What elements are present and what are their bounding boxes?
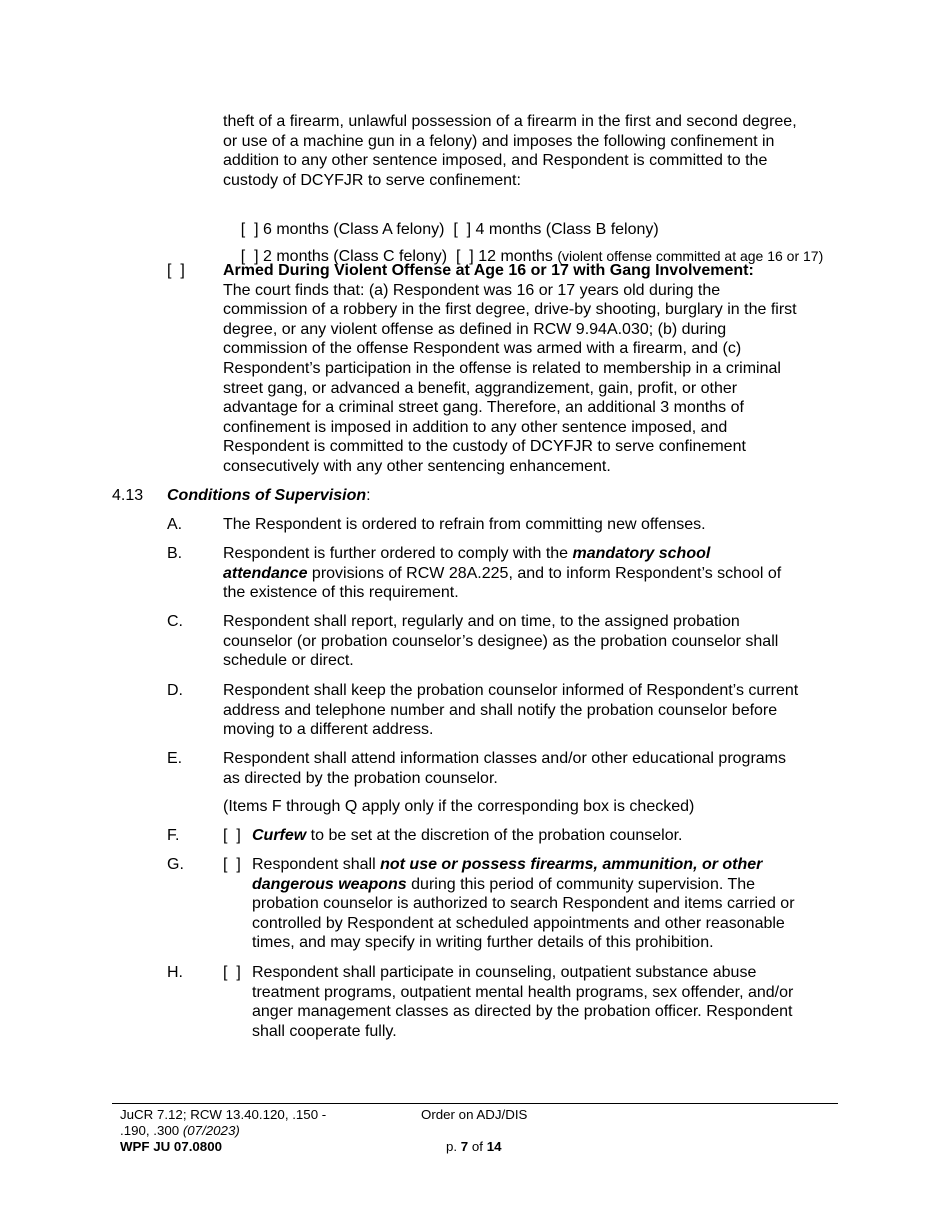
item-a-text: The Respondent is ordered to refrain from committing new offenses. (223, 516, 706, 533)
footer-title: Order on ADJ/DIS (421, 1107, 528, 1122)
item-e-text (223, 749, 843, 788)
paragraph-line: Respondent shall report, regularly and on time, to the assigned probation (223, 613, 740, 630)
footer-citation-line: JuCR 7.12; RCW 13.40.120, .150 - (120, 1107, 327, 1122)
item-b-post: provisions of RCW 28A.225, and to inform Respondent’s school of (307, 564, 782, 582)
footer-form-id: WPF JU 07.0800 (120, 1139, 222, 1154)
gang-section (223, 261, 843, 477)
item-g-checkbox[interactable]: [ ] (223, 856, 241, 873)
paragraph-line: commission of the offense Respondent was armed with a firearm, and (c) (223, 340, 742, 358)
footer-citation-line: .190, .300 (120, 1123, 180, 1138)
paragraph-line: probation counselor is authorized to search Respondent and items carried or (252, 895, 795, 913)
page-prefix: p. (446, 1139, 458, 1154)
firearm-paragraph (223, 112, 843, 190)
paragraph-line: confinement is imposed in addition to any other sentence imposed, and (223, 418, 728, 436)
paragraph-line: advantage for a criminal street gang. Therefore, an additional 3 months of (223, 399, 744, 417)
gang-section-heading: Armed During Violent Offense at Age 16 or 17 with Gang Involvement: (223, 262, 754, 279)
option-class-a-checkbox[interactable]: [ ] 6 months (Class A felony) (240, 220, 445, 238)
item-c-text (223, 612, 843, 671)
gang-section-checkbox[interactable]: [ ] (167, 262, 185, 279)
option-12-months-checkbox[interactable]: [ ] 12 months (455, 247, 553, 265)
option-12-months-note: (violent offense committed at age 16 or 17) (557, 247, 824, 264)
paragraph-line: street gang, or advanced a benefit, aggrandizement, gain, profit, or other (223, 379, 738, 397)
paragraph-line: addition to any other sentence imposed, and Respondent is committed to the (223, 152, 768, 170)
section-number: 4.13 (112, 487, 144, 504)
footer-citation-date: (07/2023) (182, 1123, 240, 1138)
paragraph-line: the existence of this requirement. (223, 584, 459, 602)
item-e-letter: E. (167, 750, 183, 767)
item-g-text (252, 855, 844, 953)
paragraph-line: Respondent’s participation in the offense is related to membership in a criminal (223, 359, 781, 377)
item-g-emphasis-2: dangerous weapons (252, 875, 407, 893)
paragraph-line: times, and may specify in writing further details of this prohibition. (252, 934, 714, 952)
paragraph-line: Respondent is committed to the custody of DCYFJR to serve confinement (223, 438, 746, 456)
item-b-emphasis: mandatory school (572, 545, 711, 562)
item-f-emphasis: Curfew (252, 827, 307, 844)
item-f-checkbox[interactable]: [ ] (223, 827, 241, 844)
item-h-letter: H. (167, 964, 183, 981)
option-class-c-checkbox[interactable]: [ ] 2 months (Class C felony) (240, 247, 448, 265)
section-title (167, 486, 371, 506)
paragraph-line: moving to a different address. (223, 721, 434, 739)
paragraph-line: consecutively with any other sentencing enhancement. (223, 457, 611, 475)
paragraph-line: as directed by the probation counselor. (223, 769, 498, 787)
page-current: 7 (460, 1139, 469, 1154)
item-g-post: during this period of community supervision. The (406, 875, 756, 893)
section-title-colon: : (366, 487, 371, 504)
item-c-letter: C. (167, 613, 183, 630)
page-of: of (471, 1139, 483, 1154)
item-b-emphasis-2: attendance (223, 564, 308, 582)
paragraph-line: shall cooperate fully. (252, 1022, 397, 1040)
item-d-letter: D. (167, 682, 183, 699)
footer-page-number (446, 1139, 502, 1155)
item-g-letter: G. (167, 856, 184, 873)
item-b-letter: B. (167, 545, 183, 562)
paragraph-line: custody of DCYFJR to serve confinement: (223, 171, 521, 189)
paragraph-line: anger management classes as directed by the probation officer. Respondent (252, 1003, 793, 1021)
paragraph-line: Respondent shall participate in counseling, outpatient substance abuse (252, 964, 757, 981)
item-b-text (223, 544, 843, 603)
paragraph-line: degree, or any violent offense as defined in RCW 9.94A.030; (b) during (223, 320, 727, 338)
section-title-text: Conditions of Supervision (167, 487, 367, 504)
items-note: (Items F through Q apply only if the corresponding box is checked) (223, 798, 695, 815)
page-total: 14 (486, 1139, 502, 1154)
paragraph-line: treatment programs, outpatient mental health programs, sex offender, and/or (252, 983, 794, 1001)
paragraph-line: Respondent shall attend information classes and/or other educational programs (223, 750, 786, 767)
paragraph-line: controlled by Respondent at scheduled appointments and other reasonable (252, 914, 785, 932)
item-b-pre: Respondent is further ordered to comply with the (223, 545, 573, 562)
paragraph-line: commission of a robbery in the first degree, drive-by shooting, burglary in the first (223, 301, 797, 319)
item-f-text (252, 826, 682, 846)
paragraph-line: schedule or direct. (223, 652, 354, 670)
footer-divider (112, 1103, 838, 1104)
item-d-text (223, 681, 843, 740)
footer-citation (120, 1107, 326, 1155)
item-f-letter: F. (167, 827, 180, 844)
item-h-checkbox[interactable]: [ ] (223, 964, 241, 981)
paragraph-line: counselor (or probation counselor’s designee) as the probation counselor shall (223, 632, 779, 650)
paragraph-line: theft of a firearm, unlawful possession of a firearm in the first and second degree, (223, 113, 797, 130)
item-h-text (252, 963, 844, 1041)
item-g-emphasis: not use or possess firearms, ammunition, or other (380, 856, 763, 873)
option-class-b-checkbox[interactable]: [ ] 4 months (Class B felony) (453, 220, 659, 238)
paragraph-line: The court finds that: (a) Respondent was 16 or 17 years old during the (223, 281, 721, 299)
paragraph-line: address and telephone number and shall notify the probation counselor before (223, 701, 778, 719)
paragraph-line: Respondent shall keep the probation counselor informed of Respondent’s current (223, 682, 799, 699)
paragraph-line: or use of a machine gun in a felony) and imposes the following confinement in (223, 132, 775, 150)
item-f-rest: to be set at the discretion of the probation counselor. (306, 827, 683, 844)
item-a-letter: A. (167, 516, 183, 533)
item-g-pre: Respondent shall (252, 856, 381, 873)
